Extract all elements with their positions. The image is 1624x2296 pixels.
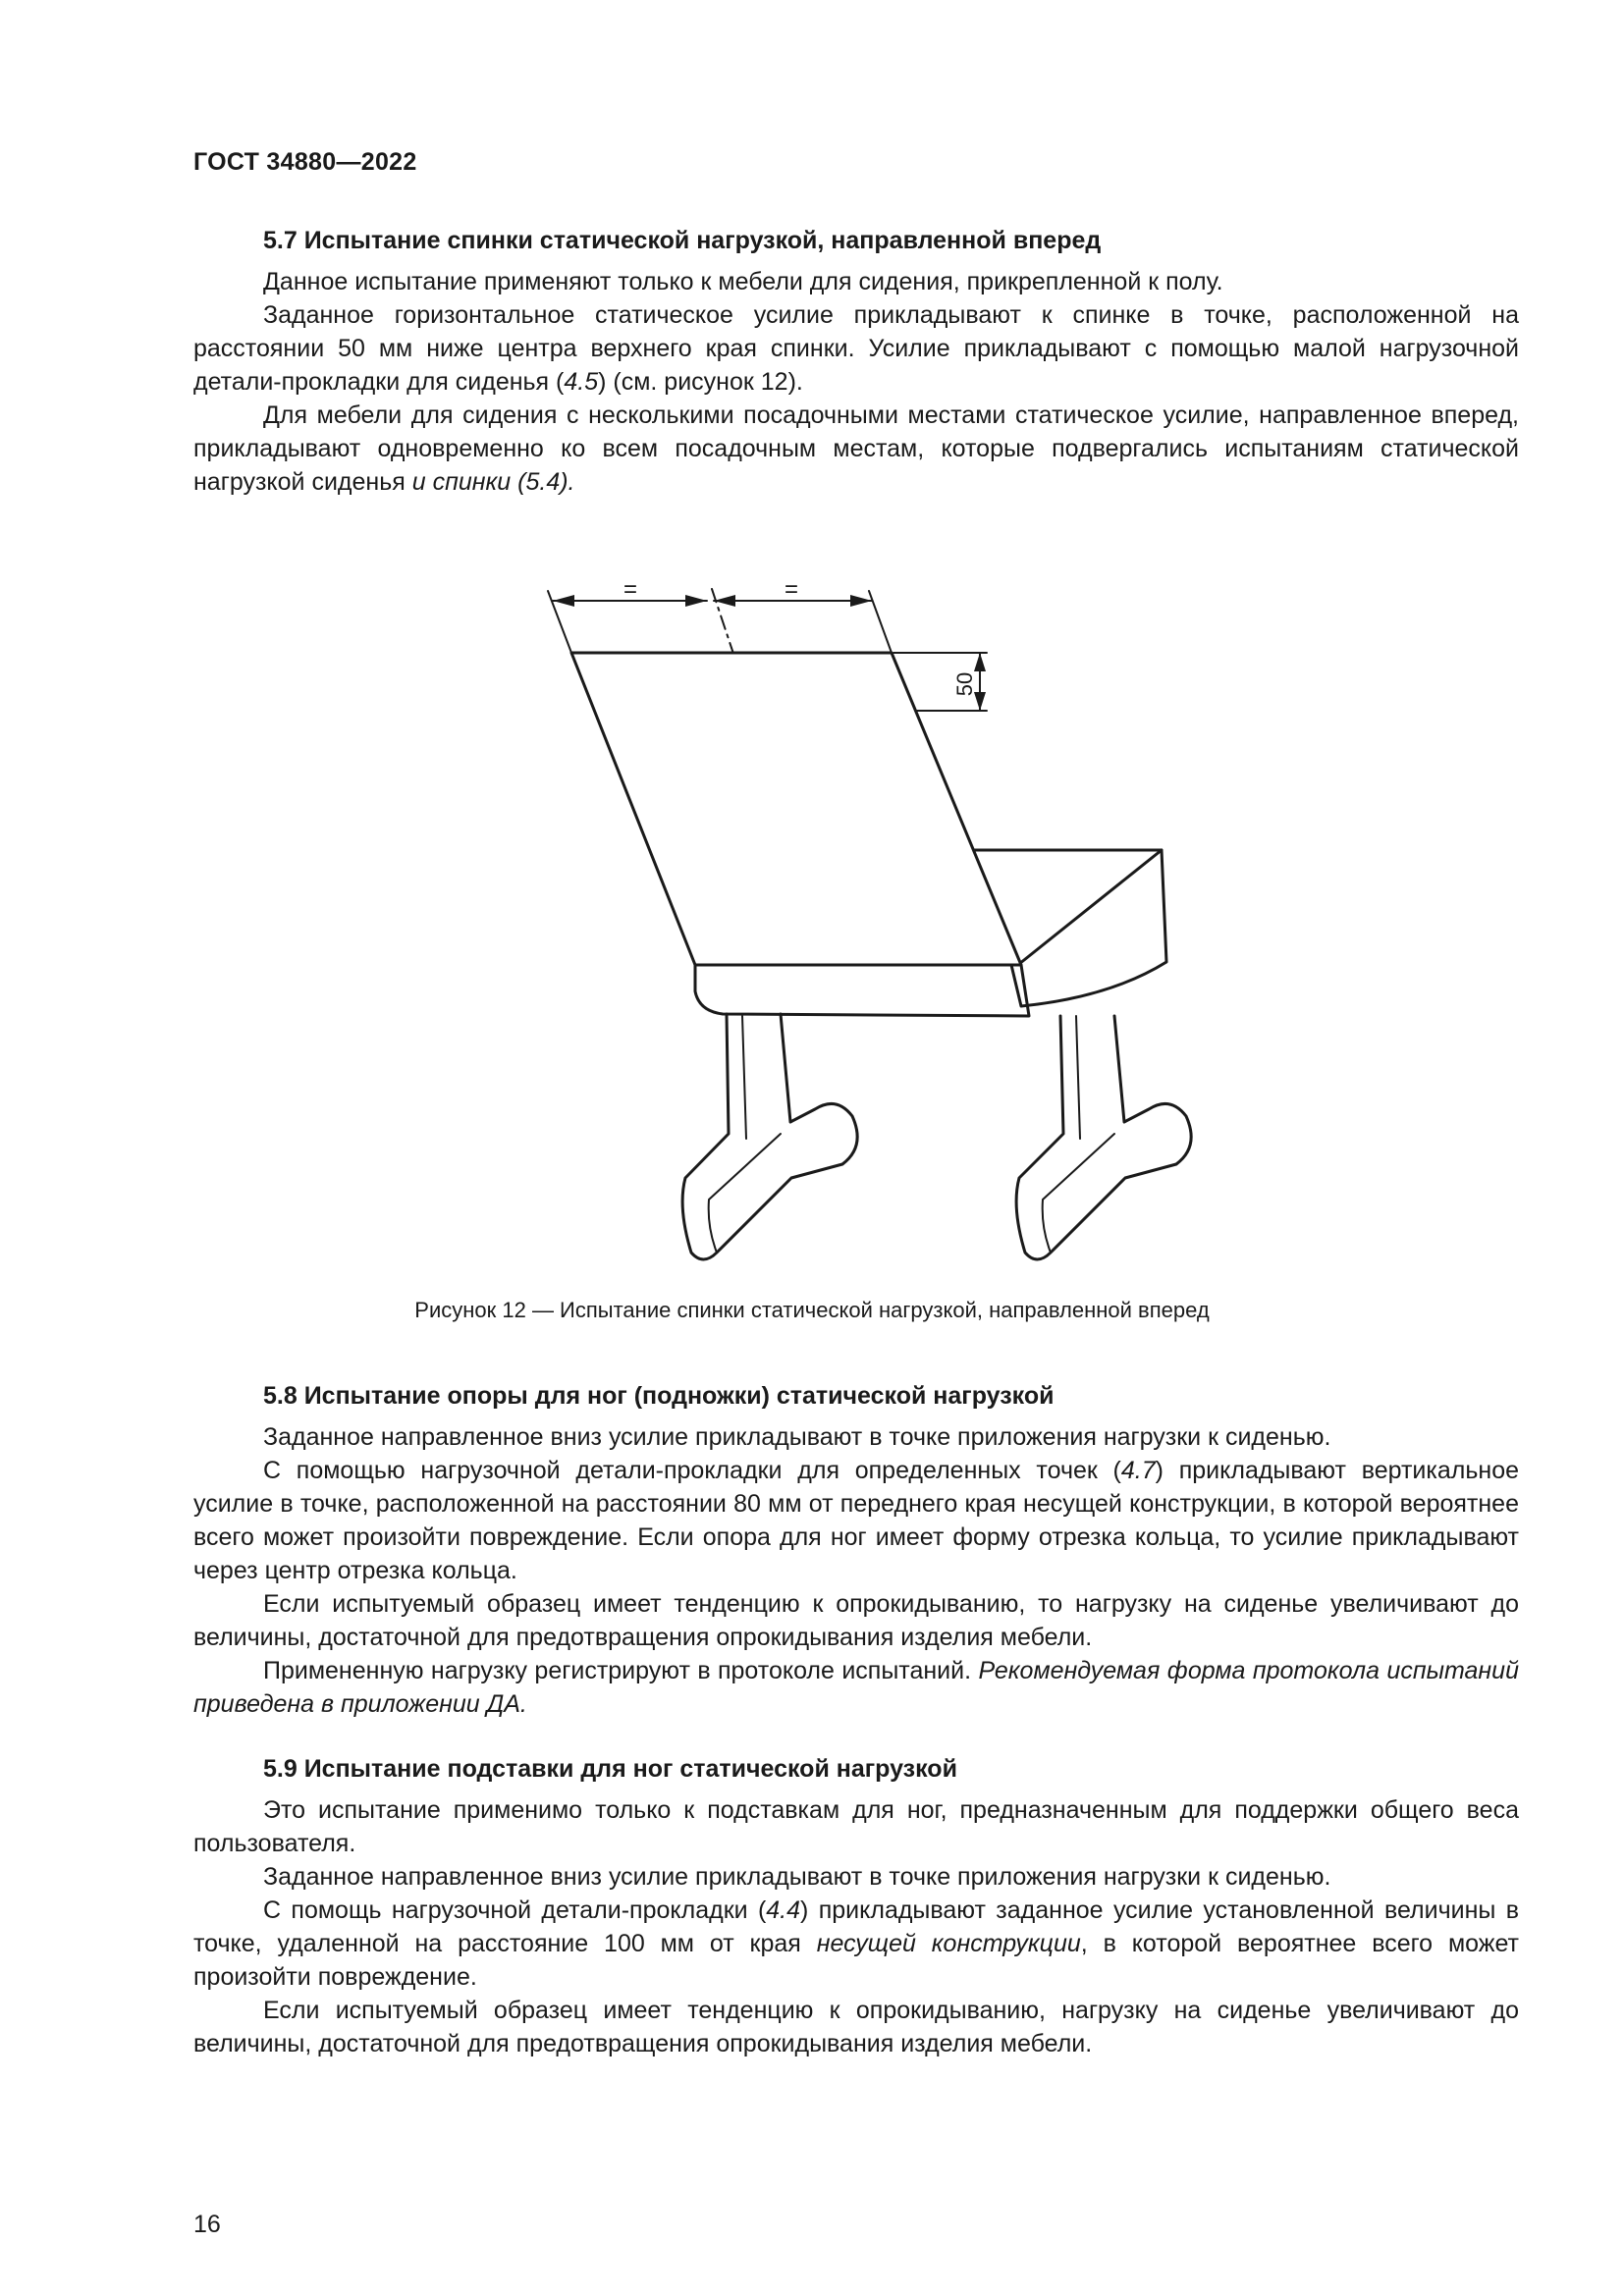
text-run: Для мебели для сидения с несколькими посадочными местами статическое усилие, направленное вперед, прикладывают одновременно ко всем посадочным местам, которые подвергались испытаниям статической нагрузкой сиденья [193,401,1519,496]
clause-reference: 4.4 [766,1896,801,1924]
section-5-8 [193,1379,1519,1721]
leg-right-inner [1076,1016,1080,1139]
paragraph [193,399,1519,499]
arrowhead [850,595,872,607]
arrowhead [685,595,707,607]
text-run: Примененную нагрузку регистрируют в протоколе испытаний. [263,1657,979,1684]
section-title: 5.8 Испытание опоры для ног (подножки) статической нагрузкой [263,1382,1055,1410]
backrest-panel [571,653,1021,965]
page-number: 16 [193,2211,221,2238]
text-run: Заданное горизонтальное статическое усилие прикладывают к спинке в точке, расположенной на расстоянии 50 мм ниже центра верхнего края спинки. Усилие прикладывают с помощью малой нагрузочной детали-прокладки для сиденья ( [193,301,1519,396]
paragraph: Заданное направленное вниз усилие прикладывают в точке приложения нагрузки к сиденью. [263,1423,1331,1451]
paragraph: Если испытуемый образец имеет тенденцию к опрокидыванию, то нагрузку на сиденье увеличивают до величины, достаточной для предотвращения опрокидывания изделия мебели. [193,1590,1519,1651]
text-run: ) прикладывают вертикальное усилие в точке, расположенной на расстоянии 80 мм от переднего края несущей конструкции, в которой вероятнее всего может произойти повреждение. Если опора для ног имеет форму отрезка кольца, то усилие прикладывают через центр отрезка кольца. [193,1457,1519,1584]
section-title: 5.9 Испытание подставки для ног статической нагрузкой [263,1755,957,1783]
text-run: ) (см. рисунок 12). [598,368,803,396]
document-header: ГОСТ 34880—2022 [193,148,417,176]
paragraph: Данное испытание применяют только к мебели для сидения, прикрепленной к полу. [263,268,1223,295]
dimension-50-label: 50 [952,671,977,697]
section-title: 5.7 Испытание спинки статической нагрузкой, направленной вперед [263,227,1102,254]
dimension-equal-left: = [623,576,638,603]
italic-text: Рекомендуемая форма протокола испытаний приведена в приложении ДА. [193,1657,1519,1718]
leg-left-inner [742,1016,746,1139]
leg-left-foot-edge [709,1134,781,1253]
arrowhead [714,595,735,607]
paragraph: Если испытуемый образец имеет тенденцию к опрокидыванию, нагрузку на сиденье увеличивают до величины, достаточной для предотвращения опрокидывания изделия мебели. [193,1997,1519,2057]
section-5-7 [193,224,1519,499]
clause-reference: 4.5 [564,368,599,396]
italic-text: несущей конструкции [816,1930,1081,1957]
arrowhead [553,595,574,607]
text-run: С помощью нагрузочной детали-прокладки для определенных точек ( [263,1457,1121,1484]
dimension-equal-right: = [784,576,799,603]
section-5-9 [193,1752,1519,2060]
paragraph [193,1454,1519,1587]
paragraph [193,298,1519,399]
paragraph [193,1654,1519,1721]
seat-front-edge [1019,850,1162,964]
seat-front-face [695,965,1029,1016]
text-run: С помощь нагрузочной детали-прокладки ( [263,1896,767,1924]
italic-text: и спинки (5.4). [411,468,575,496]
arrowhead [974,653,986,671]
text-run: ) прикладывают заданное усилие установленной величины в точке, удаленной на расстояние 100 мм от края [193,1896,1520,1957]
clause-reference: 4.7 [1120,1457,1156,1484]
paragraph: Заданное направленное вниз усилие прикладывают в точке приложения нагрузки к сиденью. [263,1863,1331,1891]
paragraph [193,1894,1519,1994]
paragraph: Это испытание применимо только к подставкам для ног, предназначенным для поддержки общего веса пользователя. [193,1796,1519,1857]
text-run: , в которой вероятнее всего может произойти повреждение. [193,1930,1519,1991]
figure-caption: Рисунок 12 — Испытание спинки статической нагрузкой, направленной вперед [414,1298,1210,1322]
leg-right-foot-edge [1043,1134,1114,1253]
chair-backrest-diagram [530,569,1208,1276]
